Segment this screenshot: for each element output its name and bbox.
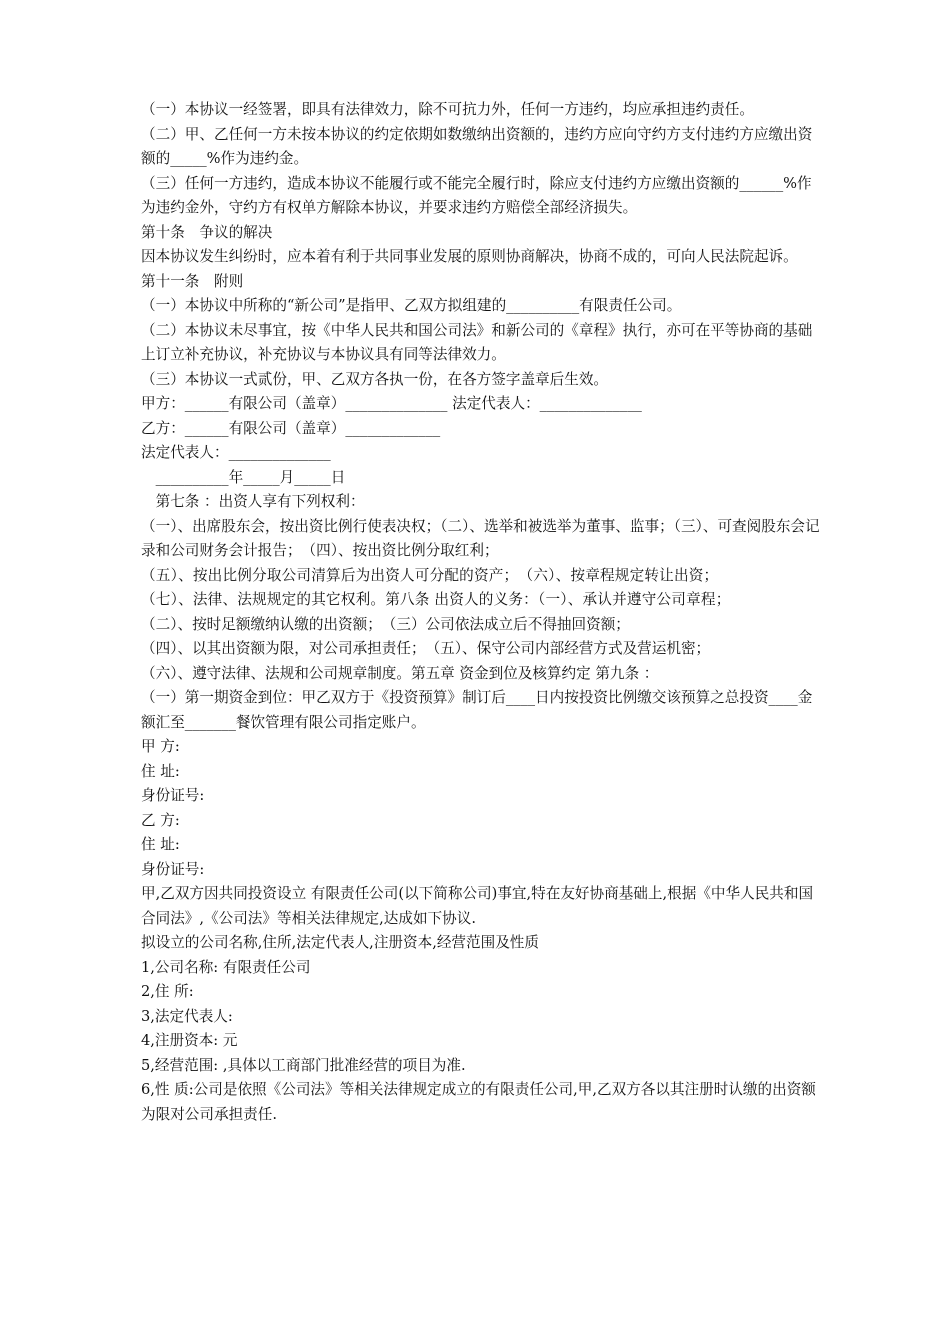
document-body [141,98,821,1127]
paragraph: （二）本协议未尽事宜，按《中华人民共和国公司法》和新公司的《章程》执行，亦可在平等协商的基础上订立补充协议，补充协议与本协议具有同等法律效力。 [141,321,813,363]
list-item: 1,公司名称: 有限责任公司 [141,958,311,976]
address-label: 住 址: [141,762,180,780]
signature-line-party-a: 甲方：______有限公司（盖章）______________ 法定代表人：______________ [141,395,642,412]
paragraph: 甲,乙双方因共同投资设立 有限责任公司(以下简称公司)事宜,特在友好协商基础上,根据《中华人民共和国合同法》,《公司法》等相关法律规定,达成如下协议. [141,885,814,927]
legal-representative-line: 法定代表人：______________ [141,444,331,461]
party-a-label: 甲 方: [141,738,180,755]
paragraph: （三）本协议一式贰份，甲、乙双方各执一份，在各方签字盖章后生效。 [141,370,609,388]
list-item: 4,注册资本: 元 [141,1032,238,1049]
paragraph: （四）、以其出资额为限，对公司承担责任； （五）、保守公司内部经营方式及营运机密； [141,640,711,657]
date-line: __________年_____月_____日 [141,468,346,486]
id-number-label: 身份证号: [141,787,205,804]
article-heading: 第十一条 附则 [141,272,244,290]
paragraph: （五）、按出比例分取公司清算后为出资人可分配的资产； （六）、按章程规定转让出资； [141,566,719,584]
list-item: 6,性 质:公司是依照《公司法》等相关法律规定成立的有限责任公司,甲,乙双方各以其注册时认缴的出资额为限对公司承担责任. [141,1081,816,1123]
paragraph: （一）第一期资金到位：甲乙双方于《投资预算》制订后____日内按投资比例缴交该预算之总投资____金额汇至_______餐饮管理有限公司指定账户。 [141,689,813,731]
article-heading: 第十条 争议的解决 [141,223,273,241]
signature-line-party-b: 乙方：______有限公司（盖章）_____________ [141,419,441,437]
paragraph: （二）甲、乙任何一方未按本协议的约定依期如数缴纳出资额的，违约方应向守约方支付违约方应缴出资额的_____%作为违约金。 [141,125,813,167]
paragraph: （二）、按时足额缴纳认缴的出资额； （三）公司依法成立后不得抽回资额； [141,615,630,633]
list-item: 5,经营范围: ,具体以工商部门批准经营的项目为准. [141,1056,466,1074]
party-b-label: 乙 方: [141,811,180,829]
paragraph: （三）任何一方违约，造成本协议不能履行或不能完全履行时，除应支付违约方应缴出资额的______%作为违约金外，守约方有权单方解除本协议，并要求违约方赔偿全部经济损失。 [141,174,812,216]
id-number-label: 身份证号: [141,860,205,878]
paragraph: （六）、遵守法律、法规和公司规章制度。第五章 资金到位及核算约定 第九条 ： [141,664,659,682]
paragraph: （一）本协议中所称的“新公司”是指甲、乙双方拟组建的__________有限责任公司。 [141,297,682,314]
article-heading: 第七条 ：出资人享有下列权利： [141,493,365,510]
address-label: 住 址: [141,836,180,853]
paragraph: （七）、法律、法规规定的其它权利。第八条 出资人的义务：（一）、承认并遵守公司章程； [141,591,731,608]
paragraph: 拟设立的公司名称,住所,法定代表人,注册资本,经营范围及性质 [141,934,539,951]
paragraph: 因本协议发生纠纷时，应本着有利于共同事业发展的原则协商解决，协商不成的，可向人民法院起诉。 [141,248,798,265]
paragraph: （一）、出席股东会，按出资比例行使表决权；（二）、选举和被选举为董事、监事；（三）、可查阅股东会记录和公司财务会计报告； （四）、按出资比例分取红利； [141,517,820,559]
list-item: 3,法定代表人: [141,1007,233,1025]
paragraph: （一）本协议一经签署，即具有法律效力，除不可抗力外，任何一方违约，均应承担违约责任。 [141,101,754,118]
list-item: 2,住 所: [141,983,194,1000]
